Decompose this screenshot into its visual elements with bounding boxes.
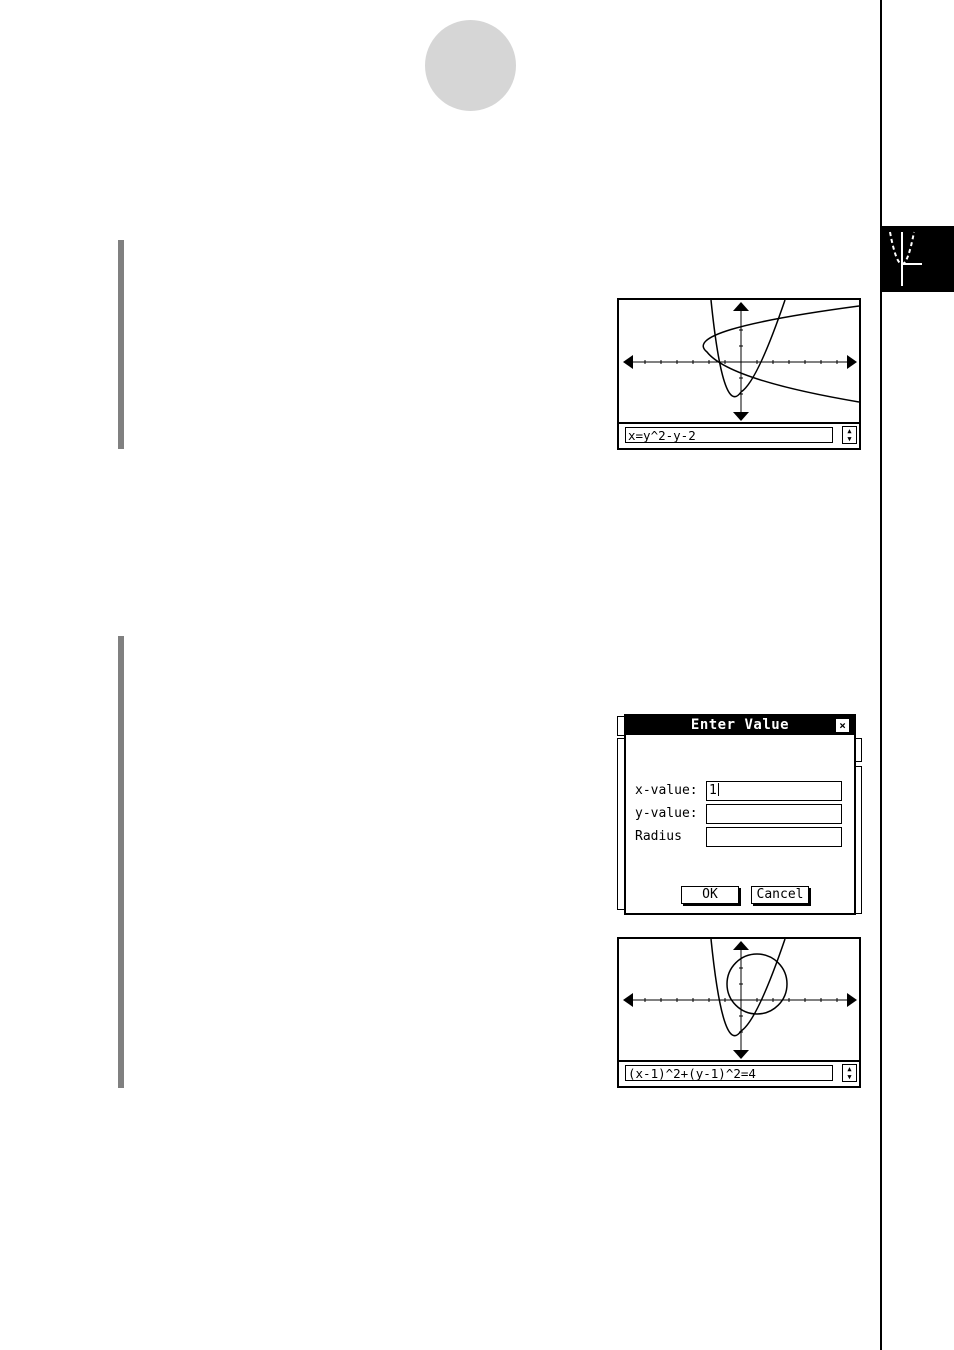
graph-circle [727, 954, 787, 1014]
text-caret [718, 783, 719, 796]
graph-curve [711, 939, 785, 1036]
page-margin-rule [880, 0, 882, 1350]
message-bar [619, 422, 859, 448]
scroll-right-arrow-icon[interactable] [847, 993, 857, 1007]
scroll-up-arrow-icon[interactable] [733, 302, 749, 311]
x-value-text: 1 [709, 783, 717, 798]
scroll-up-down-icon[interactable]: ▲ ▼ [842, 1064, 857, 1082]
graph-window[interactable] [619, 300, 859, 426]
ok-button[interactable]: OK [681, 886, 739, 904]
enter-value-dialog [624, 714, 856, 915]
scroll-right-arrow-icon[interactable] [847, 355, 857, 369]
radius-label: Radius [635, 829, 682, 844]
scroll-left-arrow-icon[interactable] [623, 355, 633, 369]
message-bar [619, 1060, 859, 1086]
background-window-edge [855, 738, 862, 762]
step-indicator-bar [118, 240, 124, 449]
page-number-circle [425, 20, 516, 111]
x-value-input[interactable] [706, 781, 842, 801]
cancel-button[interactable]: Cancel [751, 886, 809, 904]
equation-display[interactable]: x=y^2-y-2 [625, 427, 833, 443]
background-window-edge [855, 766, 862, 914]
scroll-down-arrow-icon[interactable] [733, 412, 749, 421]
step-indicator-bar [118, 636, 124, 1088]
graph-curve [711, 300, 785, 397]
graph-window-2[interactable] [619, 939, 859, 1064]
y-value-input[interactable] [706, 804, 842, 824]
y-value-label: y-value: [635, 806, 698, 821]
close-icon[interactable]: × [835, 718, 850, 733]
dialog-title: Enter Value [626, 716, 854, 735]
conic-graph-icon [882, 226, 954, 292]
graph-screen-2 [617, 937, 861, 1088]
scroll-left-arrow-icon[interactable] [623, 993, 633, 1007]
scroll-down-arrow-icon[interactable] [733, 1050, 749, 1059]
graph-screen [617, 298, 861, 450]
x-value-label: x-value: [635, 783, 698, 798]
scroll-up-down-icon[interactable]: ▲ ▼ [842, 426, 857, 444]
equation-display[interactable]: (x-1)^2+(y-1)^2=4 [625, 1065, 833, 1081]
dialog-screen [617, 714, 861, 915]
chapter-tab [882, 226, 954, 292]
radius-input[interactable] [706, 827, 842, 847]
scroll-up-arrow-icon[interactable] [733, 941, 749, 950]
